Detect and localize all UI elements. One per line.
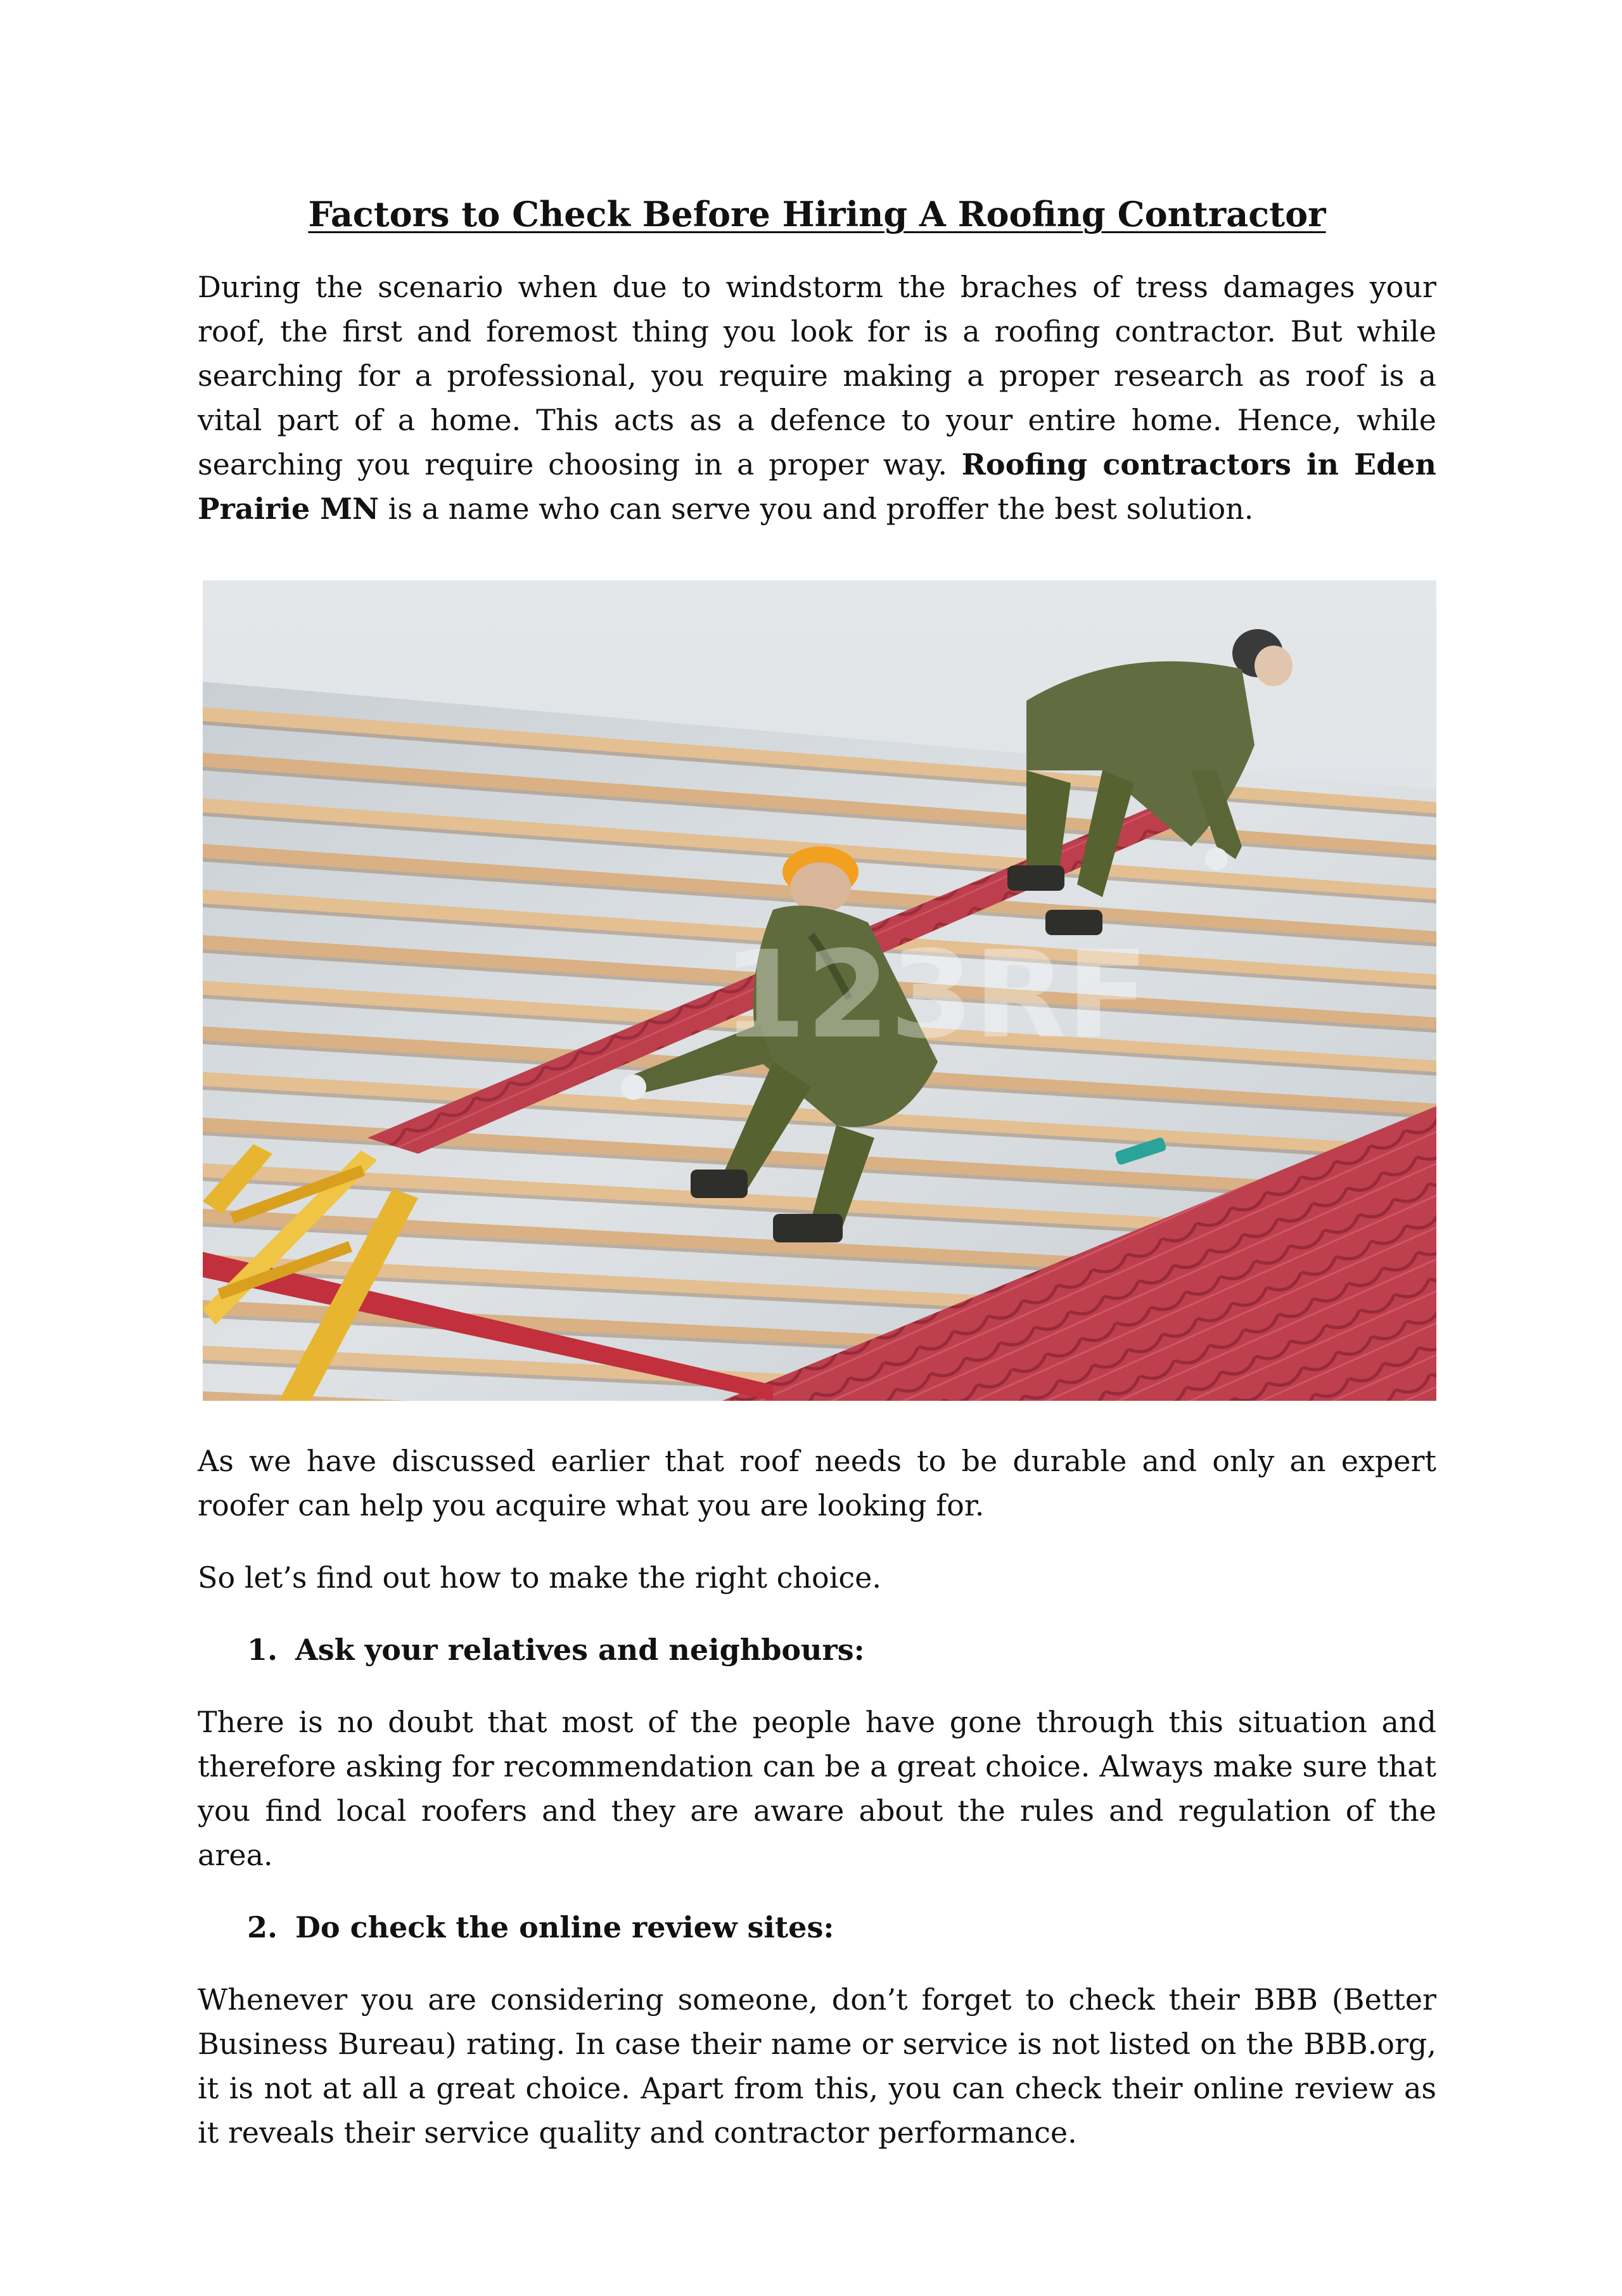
section-1-number: 1.	[247, 1633, 278, 1667]
document-title: Factors to Check Before Hiring A Roofing Contractor	[308, 194, 1326, 234]
section-2-heading-text: Do check the online review sites:	[295, 1910, 834, 1944]
section-2-number: 2.	[247, 1910, 278, 1944]
section-2-heading	[198, 1905, 1436, 1949]
document-content	[198, 189, 1436, 2183]
intro-paragraph	[198, 265, 1436, 531]
intro-text-end: is a name who can serve you and proffer the best solution.	[379, 492, 1254, 526]
section-1-body: There is no doubt that most of the people have gone through this situation and therefore asking for recommendation can be a great choice. Always make sure that you find local roofers and they are aware about the rules and regulation of the area.	[198, 1705, 1436, 1872]
section-1-heading	[198, 1628, 1436, 1672]
section-2-body: Whenever you are considering someone, don’t forget to check their BBB (Better Business Bureau) rating. In case their name or service is not listed on the BBB.org, it is not at all a great choice. Apart from this, you can check their online review as it reveals their service quality and contractor performance.	[198, 1982, 1436, 2150]
after-photo-paragraph: As we have discussed earlier that roof needs to be durable and only an expert roofer can help you acquire what you are looking for.	[198, 1444, 1436, 1522]
photo-watermark: 123RF	[722, 925, 1149, 1065]
choice-paragraph: So let’s find out how to make the right choice.	[198, 1560, 882, 1595]
intro-text-start: During the scenario when due to windstorm the braches of tress damages your roof, the first and foremost thing you look for is a roofing contractor. But while searching for a professional, you require making a proper research as roof is a vital part of a home. This acts as a defence to your entire home. Hence, while searching you require choosing in a proper way.	[198, 270, 1436, 482]
roof-workers-photo	[203, 580, 1436, 1401]
intro-bold-keyword: Roofing contractors in Eden Prairie MN	[198, 447, 1436, 526]
section-1-heading-text: Ask your relatives and neighbours:	[295, 1633, 865, 1667]
